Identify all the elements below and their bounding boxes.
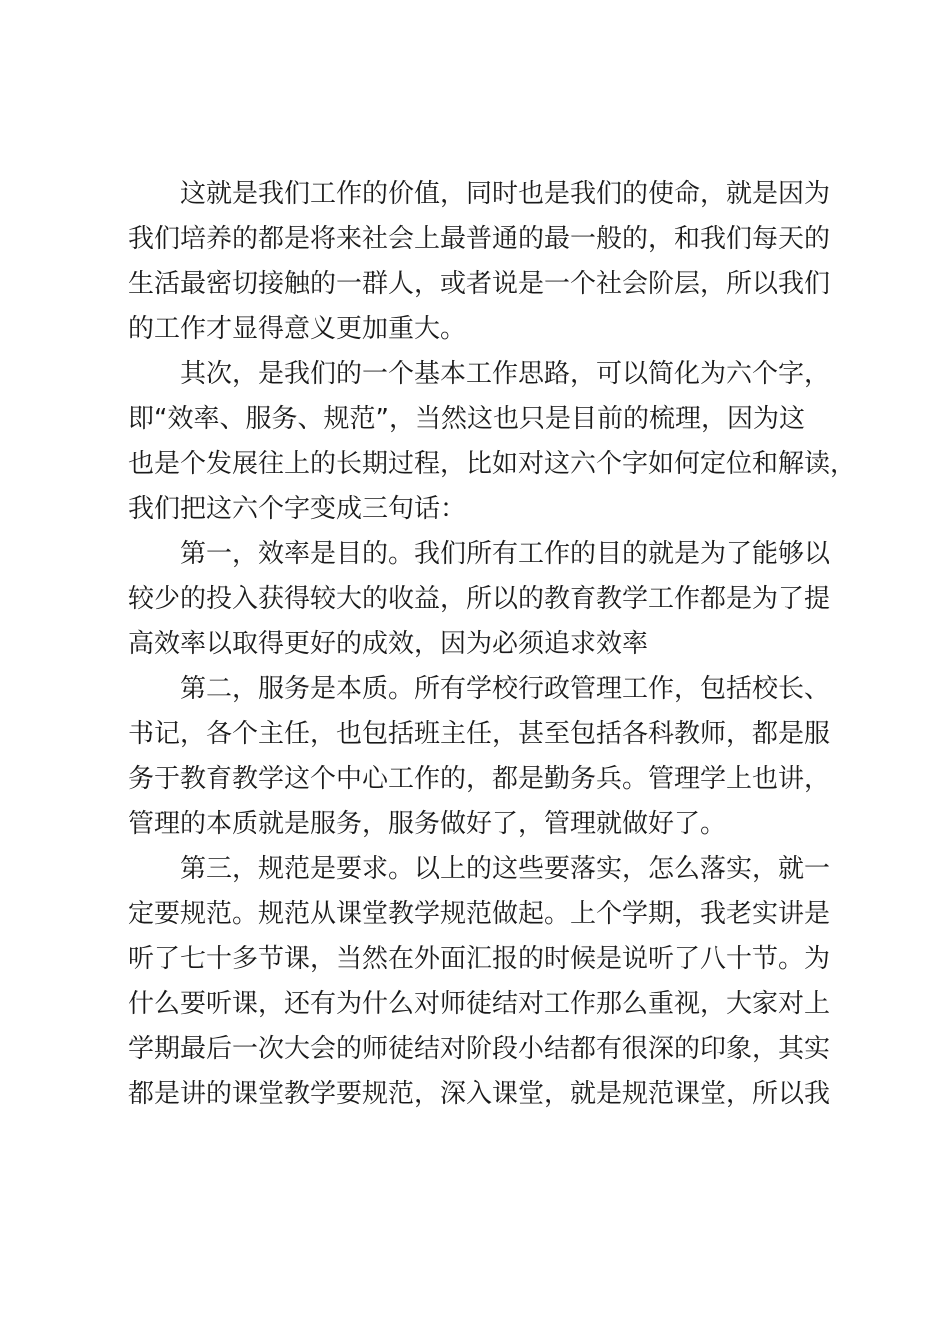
text-line: 这就是我们工作的价值，同时也是我们的使命，就是因为 [180,179,831,209]
paragraph-2 [128,352,857,532]
text-line: 第一，效率是目的。我们所有工作的目的就是为了能够以 [180,539,831,569]
text-line: 较少的投入获得较大的收益，所以的教育教学工作都是为了提 [128,584,831,614]
text-line: 我们培养的都是将来社会上最普通的最一般的，和我们每天的 [128,224,831,254]
text-line: 高效率以取得更好的成效，因为必须追求效率 [128,629,649,659]
text-line: 第二，服务是本质。所有学校行政管理工作，包括校长、 [180,674,831,704]
paragraph-5 [128,847,838,1117]
document-body [128,172,857,1117]
text-line: 生活最密切接触的一群人，或者说是一个社会阶层，所以我们 [128,269,831,299]
text-line: 学期最后一次大会的师徒结对阶段小结都有很深的印象，其实 [128,1034,831,1064]
text-line: 定要规范。规范从课堂教学规范做起。上个学期，我老实讲是 [128,899,831,929]
text-line: 书记，各个主任，也包括班主任，甚至包括各科教师，都是服 [128,719,831,749]
text-line: 都是讲的课堂教学要规范，深入课堂，就是规范课堂，所以我 [128,1079,831,1109]
text-line: 务于教育教学这个中心工作的，都是勤务兵。管理学上也讲， [128,764,831,794]
text-line: 的工作才显得意义更加重大。 [128,314,467,344]
text-line: 其次，是我们的一个基本工作思路，可以简化为六个字， [180,359,831,389]
text-line: 什么要听课，还有为什么对师徒结对工作那么重视，大家对上 [128,989,831,1019]
paragraph-3 [128,532,838,667]
paragraph-1 [128,172,838,352]
text-line: 管理的本质就是服务，服务做好了，管理就做好了。 [128,809,727,839]
text-line: 也是个发展往上的长期过程，比如对这六个字如何定位和解读， [128,449,857,479]
text-line: 即“效率、服务、规范”，当然这也只是目前的梳理，因为这 [128,404,805,434]
text-line: 听了七十多节课，当然在外面汇报的时候是说听了八十节。为 [128,944,831,974]
paragraph-4 [128,667,838,847]
text-line: 第三，规范是要求。以上的这些要落实，怎么落实，就一 [180,854,831,884]
text-line: 我们把这六个字变成三句话： [128,494,467,524]
